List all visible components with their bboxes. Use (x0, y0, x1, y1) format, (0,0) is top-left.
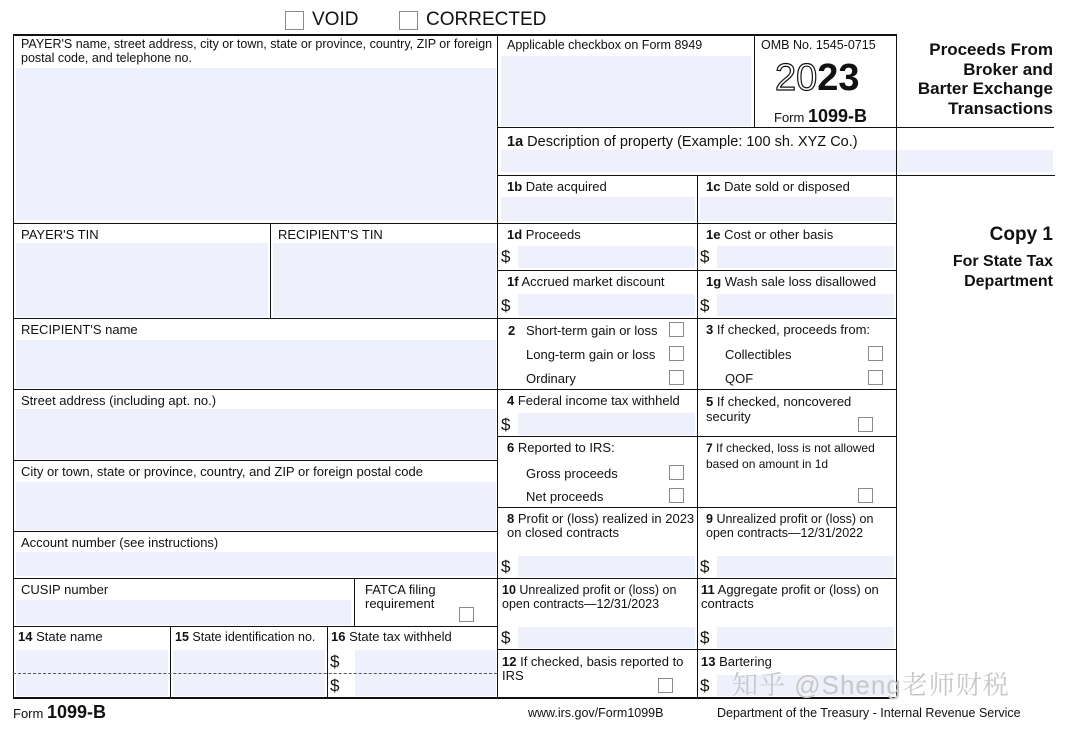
box-13-num: 13 (701, 654, 716, 669)
omb-left (754, 34, 755, 127)
form-left-border (13, 34, 14, 698)
box-1e-dollar: $ (700, 247, 710, 266)
box-1e-label (706, 228, 833, 242)
box-3-collectibles: Collectibles (725, 347, 792, 362)
box-2-long-term-checkbox[interactable] (669, 346, 684, 361)
box-6-gross-checkbox[interactable] (669, 465, 684, 480)
box-14-text: State name (36, 629, 103, 644)
box-13-text: Bartering (719, 654, 772, 669)
state-div-2 (327, 626, 328, 698)
title-line-4: Transactions (948, 98, 1053, 118)
box-3-collectibles-checkbox[interactable] (868, 346, 883, 361)
line-270 (497, 270, 897, 271)
box-15-label (175, 630, 315, 644)
recipient-name-field[interactable] (16, 340, 496, 388)
box-1c-text: Date sold or disposed (724, 179, 850, 194)
state-div-1 (170, 626, 171, 698)
footer-dept: Department of the Treasury - Internal Revenue Service (717, 706, 1021, 720)
box-3-label (706, 323, 870, 337)
cusip-field[interactable] (16, 600, 351, 625)
box-6-num: 6 (507, 440, 515, 455)
tin-divider (270, 223, 271, 319)
box-6-gross: Gross proceeds (526, 466, 618, 481)
box-10-field[interactable] (518, 627, 695, 648)
box-6-label (507, 441, 615, 455)
box-8-text: Profit or (loss) realized in 2023 on closed contracts (507, 511, 695, 540)
checkbox8949-label: Applicable checkbox on Form 8949 (507, 38, 703, 52)
box-11-dollar: $ (700, 628, 710, 647)
line-436 (497, 436, 897, 437)
payer-name-label: PAYER'S name, street address, city or town, state or province, country, ZIP or foreign postal code, and telephone no. (21, 37, 493, 65)
box-4-dollar: $ (501, 415, 511, 434)
box-6-net-checkbox[interactable] (669, 488, 684, 503)
box-16-dollar-1: $ (330, 652, 340, 671)
line-318 (13, 318, 896, 319)
box-16-dollar-2: $ (330, 676, 340, 695)
box-11-text: Aggregate profit or (loss) on contracts (701, 582, 879, 611)
box-12-num: 12 (502, 654, 517, 669)
state-dashed-line (13, 673, 497, 674)
form-title (900, 40, 1053, 118)
box-10-num: 10 (502, 583, 516, 597)
box-1f-field[interactable] (518, 294, 695, 316)
box-3-qof: QOF (725, 371, 754, 386)
box-1d-dollar: $ (501, 247, 511, 266)
right-line-175 (896, 175, 1054, 176)
line-460 (13, 460, 497, 461)
box-16-text: State tax withheld (349, 629, 452, 644)
box-1b-field[interactable] (501, 197, 695, 221)
fatca-divider (354, 578, 355, 626)
tax-year (775, 58, 860, 98)
box-3-qof-checkbox[interactable] (868, 370, 883, 385)
footer-form-number: 1099-B (46, 702, 107, 722)
box-14-num: 14 (18, 629, 33, 644)
checkbox8949-field[interactable] (501, 56, 751, 126)
box-15-text: State identification no. (192, 630, 316, 644)
box-1e-num: 1e (706, 227, 721, 242)
center-divider (497, 34, 498, 698)
right-line-127 (896, 127, 1054, 128)
box-4-num: 4 (507, 393, 515, 408)
box-10-dollar: $ (501, 628, 511, 647)
box-8-dollar: $ (501, 557, 511, 576)
box-1a-text: Description of property (Example: 100 sh. XYZ Co.) (527, 134, 858, 150)
box-4-text: Federal income tax withheld (517, 393, 680, 408)
box-5-text: If checked, noncovered security (706, 394, 852, 424)
omb-number: OMB No. 1545-0715 (761, 38, 876, 52)
box-11-num: 11 (701, 582, 715, 597)
box-2-ordinary: Ordinary (526, 371, 576, 386)
recipient-tin-label: RECIPIENT'S TIN (278, 227, 383, 242)
line-531 (13, 531, 497, 532)
copy-sub-1: For State Tax (952, 253, 1053, 270)
void-checkbox[interactable] (285, 11, 304, 30)
line-223 (13, 223, 896, 224)
box-1d-label (507, 228, 581, 242)
footer-url[interactable]: www.irs.gov/Form1099B (528, 706, 664, 720)
form-prefix: Form (774, 110, 805, 125)
recipient-tin-field[interactable] (273, 243, 496, 317)
box-1d-field[interactable] (518, 246, 695, 268)
box-9-dollar: $ (700, 557, 710, 576)
box-1b-label (507, 180, 607, 194)
street-field[interactable] (16, 409, 496, 459)
box-2-short-term-checkbox[interactable] (669, 322, 684, 337)
corrected-checkbox[interactable] (399, 11, 418, 30)
box-12-checkbox[interactable] (658, 678, 673, 693)
footer-form-label (13, 702, 106, 724)
box-1a-num: 1a (507, 134, 524, 150)
box-2-long-term: Long-term gain or loss (526, 347, 656, 362)
omb-right (896, 34, 897, 696)
payer-name-field[interactable] (16, 68, 496, 220)
box-3-num: 3 (706, 322, 714, 337)
box-2-num: 2 (508, 323, 516, 338)
city-label: City or town, state or province, country, and ZIP or foreign postal code (21, 464, 423, 479)
void-label: VOID (312, 9, 359, 30)
form-label-header (774, 106, 867, 128)
box-1d-text: Proceeds (525, 227, 581, 242)
box-1e-field[interactable] (717, 246, 894, 268)
city-field[interactable] (16, 482, 496, 530)
box-1c-field[interactable] (700, 197, 894, 221)
box-5-checkbox[interactable] (858, 417, 873, 432)
box-4-label (507, 394, 680, 408)
form-top-border (13, 34, 896, 36)
box-9-label (706, 512, 896, 540)
box-7-checkbox[interactable] (858, 488, 873, 503)
box-1g-label (706, 275, 876, 289)
box-1g-field[interactable] (717, 294, 894, 316)
watermark: 知乎 @Sheng老师财税 (732, 670, 1010, 700)
box-16-label (331, 630, 452, 644)
box-1e-text: Cost or other basis (724, 227, 834, 242)
payer-tin-label: PAYER'S TIN (21, 227, 99, 242)
box-14-label (18, 630, 103, 644)
box-6-text: Reported to IRS: (517, 440, 615, 455)
box-12-text: If checked, basis reported to IRS (502, 654, 684, 683)
account-field[interactable] (16, 552, 496, 576)
box-10-label (502, 583, 697, 611)
box-4-field[interactable] (518, 413, 695, 435)
line-578 (13, 578, 896, 579)
box-13-dollar: $ (700, 676, 710, 695)
street-label: Street address (including apt. no.) (21, 393, 217, 408)
copy-sub (900, 252, 1053, 291)
account-label: Account number (see instructions) (21, 535, 219, 550)
box-1a-field[interactable] (501, 150, 1053, 172)
fatca-label: FATCA filing requirement (365, 582, 436, 611)
box-1f-text: Accrued market discount (521, 274, 665, 289)
box-8-field[interactable] (518, 556, 695, 577)
box-1c-num: 1c (706, 179, 721, 194)
copy-sub-2: Department (964, 272, 1053, 290)
box-3-text: If checked, proceeds from: (716, 322, 871, 337)
box-1b-text: Date acquired (525, 179, 607, 194)
title-line-2: Broker and (963, 59, 1053, 79)
box-2-short-term: Short-term gain or loss (526, 323, 658, 338)
payer-tin-field[interactable] (16, 243, 268, 317)
box-8-num: 8 (507, 511, 515, 526)
box-16-num: 16 (331, 629, 346, 644)
box-7-num: 7 (706, 441, 713, 455)
form-number: 1099-B (807, 106, 868, 126)
line-389 (13, 389, 896, 390)
line-626 (13, 626, 497, 627)
box-2-ordinary-checkbox[interactable] (669, 370, 684, 385)
box-9-num: 9 (706, 512, 713, 526)
box-8-label (507, 512, 695, 540)
box-1g-text: Wash sale loss disallowed (724, 274, 877, 289)
title-line-3: Barter Exchange (917, 79, 1053, 98)
box-7-text: If checked, loss is not allowed based on amount in 1d (706, 441, 875, 471)
box-15-num: 15 (175, 630, 189, 644)
box-1f-dollar: $ (501, 296, 511, 315)
box-9-text: Unrealized profit or (loss) on open contracts—12/31/2022 (706, 512, 874, 540)
box-10-text: Unrealized profit or (loss) on open contracts—12/31/2023 (502, 583, 677, 611)
line-507 (497, 507, 897, 508)
recipient-name-label: RECIPIENT'S name (21, 322, 138, 337)
line-649 (497, 649, 897, 650)
box-5-num: 5 (706, 394, 714, 409)
box-1b-num: 1b (507, 179, 523, 194)
fatca-checkbox[interactable] (459, 607, 474, 622)
box-11-field[interactable] (717, 627, 894, 648)
title-line-1: Proceeds From (929, 40, 1053, 59)
box-1g-num: 1g (706, 274, 722, 289)
corrected-label: CORRECTED (426, 9, 547, 30)
footer-form-prefix: Form (13, 706, 44, 721)
box-1f-label (507, 275, 665, 289)
box-1f-num: 1f (507, 274, 519, 289)
tax-year-bold: 23 (817, 57, 860, 99)
tax-year-light: 20 (775, 57, 818, 99)
box-6-net: Net proceeds (526, 489, 604, 504)
box-1g-dollar: $ (700, 296, 710, 315)
box-1d-num: 1d (507, 227, 523, 242)
box-1a-label (507, 134, 858, 150)
box-1c-label (706, 180, 850, 194)
box-11-label (701, 583, 891, 611)
copy-label: Copy 1 (989, 224, 1053, 245)
box-7-label (706, 441, 892, 472)
box-9-field[interactable] (717, 556, 894, 577)
cusip-label: CUSIP number (21, 582, 109, 597)
